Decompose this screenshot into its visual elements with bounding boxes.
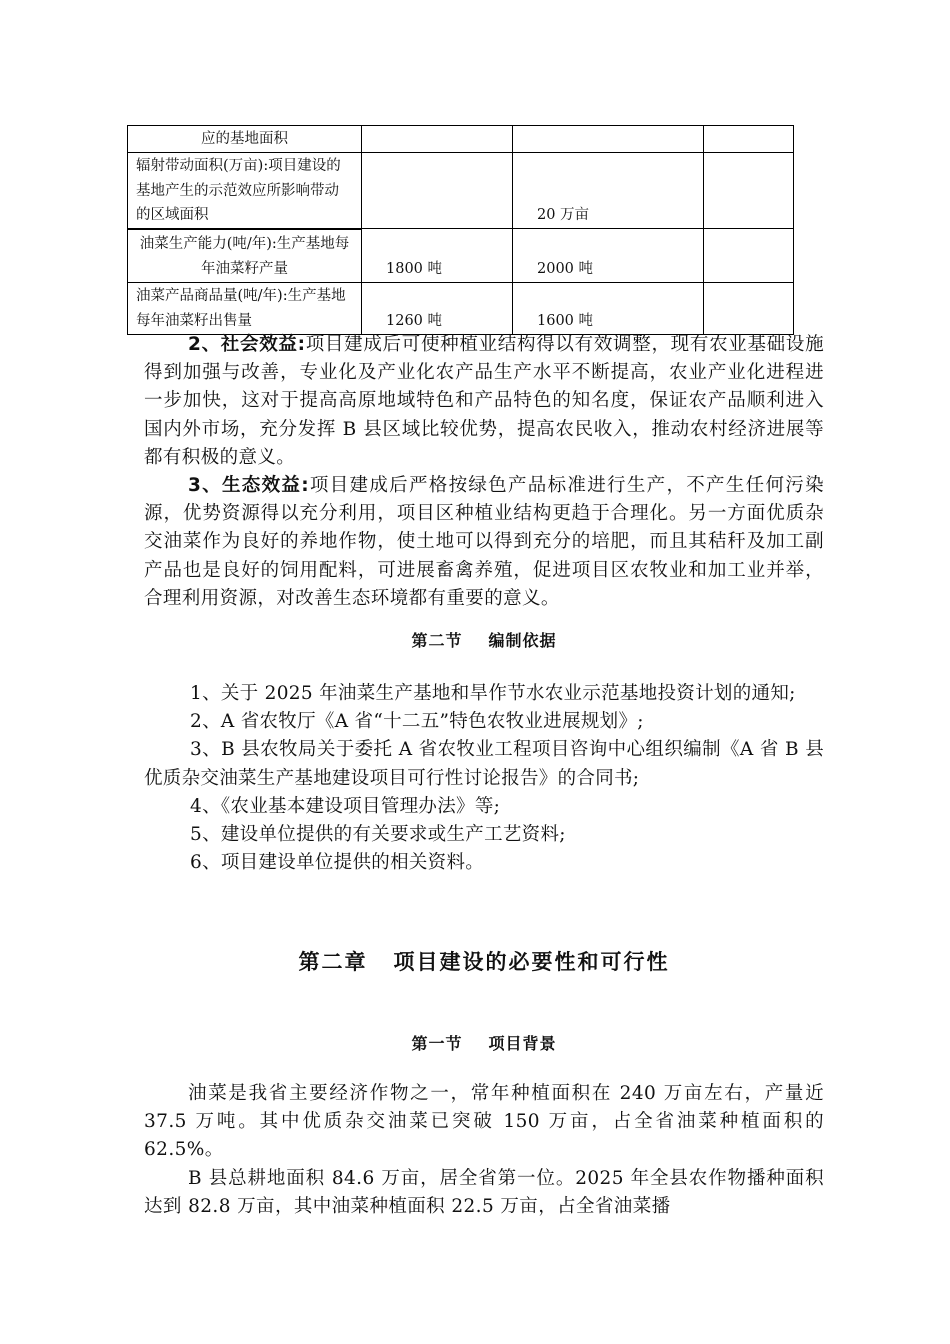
background-paragraph: 油菜是我省主要经济作物之一，常年种植面积在 240 万亩左右，产量近 37.5 万吨。其中优质杂交油菜已突破 150 万亩，占全省油菜种植面积的 62.5%。 bbox=[144, 1083, 824, 1161]
social-benefit-text: 项目建成后可使种植业结构得以有效调整，现有农业基础设施得到加强与改善，专业化及产业化农产品生产水平不断提高，农业产业化进程进一步加快，这对于提高高原地域特色和产品特色的知名度，保证农产品顺利进入国内外市场，充分发挥 B 县区域比较优势，提高农民收入，推动农村经济进展等都有积极的意义。 bbox=[144, 334, 824, 468]
table-cell bbox=[704, 153, 794, 229]
table-cell bbox=[362, 153, 513, 229]
table-cell bbox=[704, 229, 794, 283]
list-item: 2、A 省农牧厅《A 省“十二五”特色农牧业进展规划》; bbox=[190, 711, 644, 733]
section-title: 编制依据 bbox=[488, 631, 557, 650]
benefits-block bbox=[144, 331, 824, 613]
list-item: 1、关于 2025 年油菜生产基地和旱作节水农业示范基地投资计划的通知; bbox=[190, 683, 796, 704]
chapter-heading bbox=[144, 946, 824, 976]
section-heading-basis bbox=[144, 628, 824, 651]
section-heading-background bbox=[144, 1031, 824, 1054]
chapter-title: 项目建设的必要性和可行性 bbox=[393, 950, 670, 974]
section-number: 第一节 bbox=[411, 1034, 463, 1053]
list-item: 3、B 县农牧局关于委托 A 省农牧业工程项目咨询中心组织编制《A 省 B 县优质杂交油菜生产基地建设项目可行性讨论报告》的合同书; bbox=[144, 739, 824, 789]
table-row bbox=[128, 153, 794, 229]
indicator-table bbox=[127, 125, 794, 335]
list-item: 5、建设单位提供的有关要求或生产工艺资料; bbox=[190, 824, 566, 846]
table-cell bbox=[704, 282, 794, 334]
table-row bbox=[128, 282, 794, 334]
table-cell: 20 万亩 bbox=[513, 153, 704, 229]
section-number: 第二节 bbox=[411, 631, 463, 650]
chapter-number: 第二章 bbox=[298, 950, 368, 974]
social-benefit-paragraph bbox=[144, 331, 824, 472]
table-cell-label: 应的基地面积 bbox=[128, 126, 362, 153]
background-block bbox=[144, 1080, 824, 1221]
table-cell bbox=[513, 126, 704, 153]
basis-list bbox=[144, 680, 824, 877]
table-cell: 2000 吨 bbox=[513, 229, 704, 283]
table-cell-label: 辐射带动面积(万亩):项目建设的基地产生的示范效应所影响带动的区域面积 bbox=[128, 153, 362, 229]
table-cell-label: 油菜生产能力(吨/年):生产基地每年油菜籽产量 bbox=[128, 229, 362, 283]
social-benefit-heading: 2、社会效益: bbox=[188, 334, 306, 355]
table-cell: 1600 吨 bbox=[513, 282, 704, 334]
section-title: 项目背景 bbox=[488, 1034, 557, 1053]
table-cell bbox=[362, 126, 513, 153]
list-item: 6、项目建设单位提供的相关资料。 bbox=[190, 852, 485, 874]
eco-benefit-text: 项目建成后严格按绿色产品标准进行生产，不产生任何污染源，优势资源得以充分利用，项目区种植业结构更趋于合理化。另一方面优质杂交油菜作为良好的养地作物，使土地可以得到充分的培肥，而且其秸秆及加工副产品也是良好的饲用配料，可进展畜禽养殖，促进项目区农牧业和加工业并举，合理利用资源，对改善生态环境都有重要的意义。 bbox=[144, 475, 824, 609]
table-cell: 1800 吨 bbox=[362, 229, 513, 283]
table-cell-label: 油菜产品商品量(吨/年):生产基地每年油菜籽出售量 bbox=[128, 282, 362, 334]
table-cell bbox=[704, 126, 794, 153]
list-item: 4、《农业基本建设项目管理办法》等; bbox=[190, 795, 501, 817]
table-cell: 1260 吨 bbox=[362, 282, 513, 334]
table-row bbox=[128, 126, 794, 153]
background-paragraph: B 县总耕地面积 84.6 万亩，居全省第一位。2025 年全县农作物播种面积达到 82.8 万亩，其中油菜种植面积 22.5 万亩，占全省油菜播 bbox=[144, 1167, 824, 1217]
eco-benefit-paragraph bbox=[144, 472, 824, 613]
table-row bbox=[128, 229, 794, 283]
eco-benefit-heading: 3、生态效益: bbox=[188, 475, 310, 497]
